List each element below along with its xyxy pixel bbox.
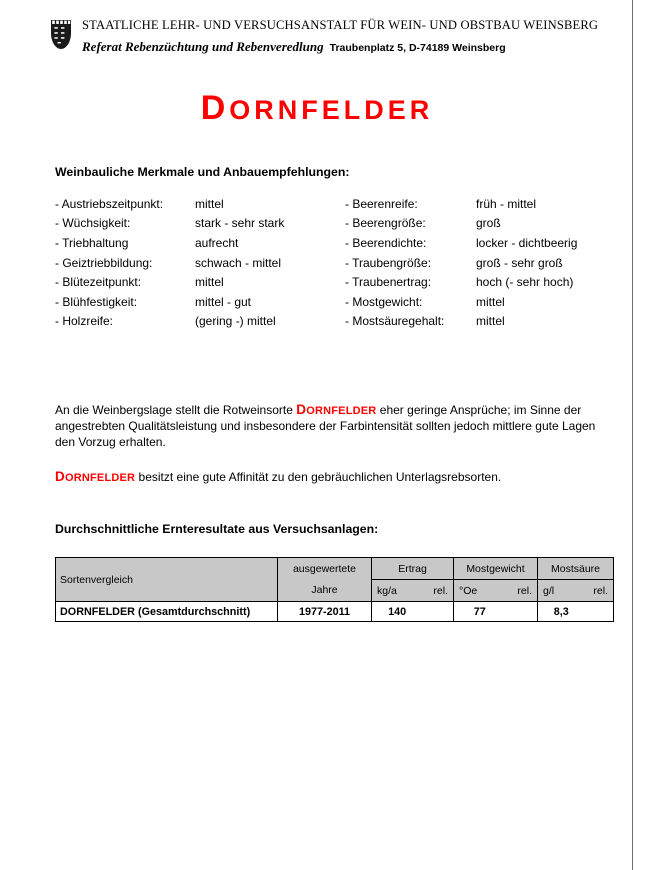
characteristic-value: groß - sehr groß [476, 255, 563, 270]
table-row [56, 602, 614, 622]
characteristic-value: mittel - gut [195, 294, 252, 309]
row-variety-name: DORNFELDER (Gesamtdurchschnitt) [56, 602, 278, 622]
paragraph-text-after: besitzt eine gute Affinität zu den gebräuchlichen Unterlagsrebsorten. [135, 470, 502, 485]
table-header-row-1 [56, 558, 614, 580]
characteristic-label: - Beerendichte: [345, 235, 427, 250]
characteristic-row [55, 237, 345, 257]
characteristic-value: mittel [476, 294, 505, 309]
brand-name-inline [296, 401, 377, 417]
characteristic-label: - Beerengröße: [345, 216, 426, 231]
mostsaeure-subheader [538, 585, 613, 597]
column-header-jahre-top: ausgewertete [278, 558, 372, 580]
characteristic-label: - Blütezeitpunkt: [55, 275, 142, 290]
viticulture-characteristics [0, 198, 632, 335]
characteristic-row [55, 296, 345, 316]
page-border-right [632, 0, 633, 870]
characteristic-value: früh - mittel [476, 196, 537, 211]
brand-rest: ORNFELDER [306, 404, 377, 417]
characteristic-label: - Holzreife: [55, 314, 114, 329]
characteristic-row [345, 217, 625, 237]
characteristic-row [345, 296, 625, 316]
characteristic-value: stark - sehr stark [195, 216, 285, 231]
characteristic-row [55, 257, 345, 277]
characteristic-row [345, 276, 625, 296]
characteristic-label: - Blühfestigkeit: [55, 294, 138, 309]
mostsaeure-rel-label: rel. [593, 584, 608, 597]
characteristics-column-right [345, 198, 625, 335]
paragraph-text-before: An die Weinbergslage stellt die Rotweinsorte [55, 402, 297, 417]
table-body [56, 602, 614, 622]
characteristic-value: locker - dichtbeerig [476, 235, 578, 250]
characteristic-row [345, 237, 625, 257]
row-mostsaeure [538, 602, 614, 622]
column-header-ertrag: Ertrag [372, 558, 454, 580]
paragraph-site-requirements [0, 401, 632, 450]
row-mostsaeure-value: 8,3 [553, 605, 569, 618]
column-header-mostsaeure-units [538, 580, 614, 602]
row-ertrag [372, 602, 454, 622]
characteristic-value: groß [476, 216, 501, 231]
characteristic-row [55, 315, 345, 335]
table-header [56, 558, 614, 602]
section-heading-merkmale: Weinbauliche Merkmale und Anbauempfehlungen: [55, 164, 350, 179]
page-title [0, 89, 632, 128]
characteristic-label: - Beerenreife: [345, 196, 418, 211]
page-title-rest: ORNFELDER [229, 94, 434, 125]
row-mostgewicht-value: 77 [473, 605, 486, 618]
characteristics-column-left [55, 198, 345, 335]
characteristic-value: schwach - mittel [195, 255, 282, 270]
column-header-mostgewicht-units [454, 580, 538, 602]
characteristic-label: - Austriebszeitpunkt: [55, 196, 164, 211]
paragraph-text-after: eher geringe Ansprüche; im Sinne der angestrebten Qualitätsleistung und insbesondere der Farbintensität sollten jedoch mittlere gute Lagen den Vorzug erhalten. [55, 402, 596, 449]
characteristic-row [345, 198, 625, 218]
brand-name-inline [55, 469, 136, 485]
brand-rest: ORNFELDER [64, 472, 136, 485]
postal-address: Traubenplatz 5, D-74189 Weinsberg [329, 41, 506, 54]
results-table-wrapper [0, 557, 632, 622]
baden-wuerttemberg-crest-icon [50, 19, 72, 50]
row-ertrag-value: 140 [388, 605, 407, 618]
column-header-sortenvergleich: Sortenvergleich [56, 558, 278, 602]
column-header-mostsaeure: Mostsäure [538, 558, 614, 580]
section-heading-ernteresultate: Durchschnittliche Ernteresultate aus Versuchsanlagen: [55, 522, 379, 537]
characteristic-value: aufrecht [195, 235, 239, 250]
characteristic-row [55, 198, 345, 218]
column-header-ertrag-units [372, 580, 454, 602]
brand-initial: D [55, 469, 65, 485]
column-header-jahre-bottom: Jahre [278, 580, 372, 602]
mostgewicht-unit: °Oe [459, 584, 478, 597]
row-jahre: 1977-2011 [278, 602, 372, 622]
characteristic-row [345, 257, 625, 277]
paragraph-rootstock-affinity [0, 468, 632, 486]
mostgewicht-subheader [454, 585, 537, 597]
ertrag-rel-label: rel. [433, 584, 448, 597]
department-line [82, 37, 598, 57]
column-header-mostgewicht: Mostgewicht [454, 558, 538, 580]
characteristic-value: mittel [195, 275, 224, 290]
characteristic-value: mittel [476, 314, 505, 329]
characteristic-label: - Geiztriebbildung: [55, 255, 153, 270]
ertrag-unit: kg/a [377, 584, 397, 597]
department-name: Referat Rebenzüchtung und Rebenveredlung [82, 38, 324, 54]
characteristic-label: - Wüchsigkeit: [55, 216, 131, 231]
row-mostgewicht [454, 602, 538, 622]
characteristic-label: - Traubenertrag: [345, 275, 432, 290]
page-title-initial: D [200, 88, 230, 127]
characteristic-label: - Mostgewicht: [345, 294, 423, 309]
characteristic-value: hoch (- sehr hoch) [476, 275, 574, 290]
organisation-name: STAATLICHE LEHR- UND VERSUCHSANSTALT FÜR WEIN- UND OBSTBAU WEINSBERG [82, 18, 599, 32]
mostsaeure-unit: g/l [543, 584, 555, 597]
characteristic-value: mittel [195, 196, 224, 211]
characteristic-row [345, 315, 625, 335]
characteristic-label: - Mostsäuregehalt: [345, 314, 445, 329]
masthead-text [82, 17, 598, 57]
masthead [0, 0, 632, 57]
characteristic-value: (gering -) mittel [195, 314, 276, 329]
harvest-results-table [55, 557, 614, 622]
mostgewicht-rel-label: rel. [517, 584, 532, 597]
characteristic-label: - Triebhaltung [55, 235, 129, 250]
brand-initial: D [296, 401, 307, 417]
ertrag-subheader [372, 585, 453, 597]
characteristic-row [55, 276, 345, 296]
characteristic-row [55, 217, 345, 237]
characteristic-label: - Traubengröße: [345, 255, 432, 270]
